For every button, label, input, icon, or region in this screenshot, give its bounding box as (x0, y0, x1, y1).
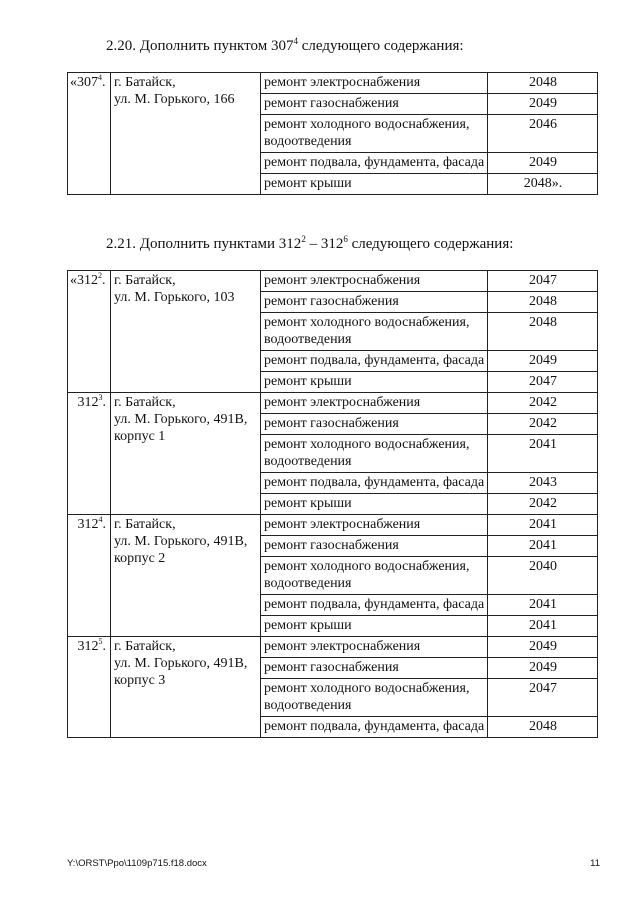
work-type: ремонт газоснабжения (261, 414, 488, 435)
work-year: 2041 (488, 595, 598, 616)
work-type: ремонт крыши (261, 494, 488, 515)
item-address: г. Батайск, ул. М. Горького, 491В, корпус 3 (111, 637, 261, 738)
work-type: ремонт крыши (261, 174, 488, 195)
work-year: 2041 (488, 536, 598, 557)
work-year: 2049 (488, 94, 598, 115)
footer-file-path: Y:\ORST\Ppo\1109p715.f18.docx (67, 858, 207, 869)
item-address: г. Батайск, ул. М. Горького, 491В, корпус 2 (111, 515, 261, 637)
work-year: 2048 (488, 73, 598, 94)
work-year: 2048 (488, 717, 598, 738)
work-year: 2041 (488, 515, 598, 536)
section-heading-2-21: 2.21. Дополнить пунктами $312^2 - 312^6$ следующего содержания: (106, 234, 514, 252)
work-type: ремонт газоснабжения (261, 536, 488, 557)
works-table-section-2-20 (67, 72, 598, 195)
work-year: 2047 (488, 372, 598, 393)
item-address: г. Батайск, ул. М. Горького, 166 (111, 73, 261, 195)
work-year: 2049 (488, 637, 598, 658)
item-number: $312^5$. (68, 637, 111, 738)
work-type: ремонт газоснабжения (261, 94, 488, 115)
work-type: ремонт подвала, фундамента, фасада (261, 717, 488, 738)
item-address: г. Батайск, ул. М. Горького, 491В, корпус 1 (111, 393, 261, 515)
item-number: $312^3$. (68, 393, 111, 515)
work-year: 2043 (488, 473, 598, 494)
work-year: 2041 (488, 435, 598, 473)
work-type: ремонт электроснабжения (261, 73, 488, 94)
table-row (68, 393, 598, 414)
work-type: ремонт холодного водоснабжения, водоотведения (261, 435, 488, 473)
work-year: 2042 (488, 393, 598, 414)
work-type: ремонт холодного водоснабжения, водоотведения (261, 679, 488, 717)
work-type: ремонт электроснабжения (261, 271, 488, 292)
work-year: 2047 (488, 679, 598, 717)
work-year: 2042 (488, 494, 598, 515)
table-row (68, 73, 598, 94)
item-number: «$307^4$. (68, 73, 111, 195)
work-type: ремонт электроснабжения (261, 393, 488, 414)
work-type: ремонт электроснабжения (261, 637, 488, 658)
work-year: 2047 (488, 271, 598, 292)
work-year: 2048 (488, 292, 598, 313)
work-type: ремонт подвала, фундамента, фасада (261, 351, 488, 372)
work-year: 2041 (488, 616, 598, 637)
item-number: «$312^2$. (68, 271, 111, 393)
work-type: ремонт холодного водоснабжения, водоотведения (261, 313, 488, 351)
work-type: ремонт подвала, фундамента, фасада (261, 595, 488, 616)
work-year: 2048 (488, 313, 598, 351)
item-address: г. Батайск, ул. М. Горького, 103 (111, 271, 261, 393)
work-type: ремонт подвала, фундамента, фасада (261, 153, 488, 174)
footer-page-number: 11 (590, 858, 600, 869)
work-type: ремонт газоснабжения (261, 658, 488, 679)
table-row (68, 515, 598, 536)
table-row (68, 271, 598, 292)
work-year: 2046 (488, 115, 598, 153)
section-heading-2-20: 2.20. Дополнить пунктом $307^4$ следующего содержания: (106, 36, 464, 54)
work-year: 2048». (488, 174, 598, 195)
work-type: ремонт холодного водоснабжения, водоотведения (261, 557, 488, 595)
work-type: ремонт крыши (261, 372, 488, 393)
work-year: 2049 (488, 351, 598, 372)
work-type: ремонт крыши (261, 616, 488, 637)
work-type: ремонт холодного водоснабжения, водоотведения (261, 115, 488, 153)
work-year: 2040 (488, 557, 598, 595)
work-type: ремонт электроснабжения (261, 515, 488, 536)
work-type: ремонт газоснабжения (261, 292, 488, 313)
works-table-section-2-21 (67, 270, 598, 738)
item-number: $312^4$. (68, 515, 111, 637)
table-row (68, 637, 598, 658)
work-year: 2042 (488, 414, 598, 435)
work-year: 2049 (488, 658, 598, 679)
work-year: 2049 (488, 153, 598, 174)
work-type: ремонт подвала, фундамента, фасада (261, 473, 488, 494)
